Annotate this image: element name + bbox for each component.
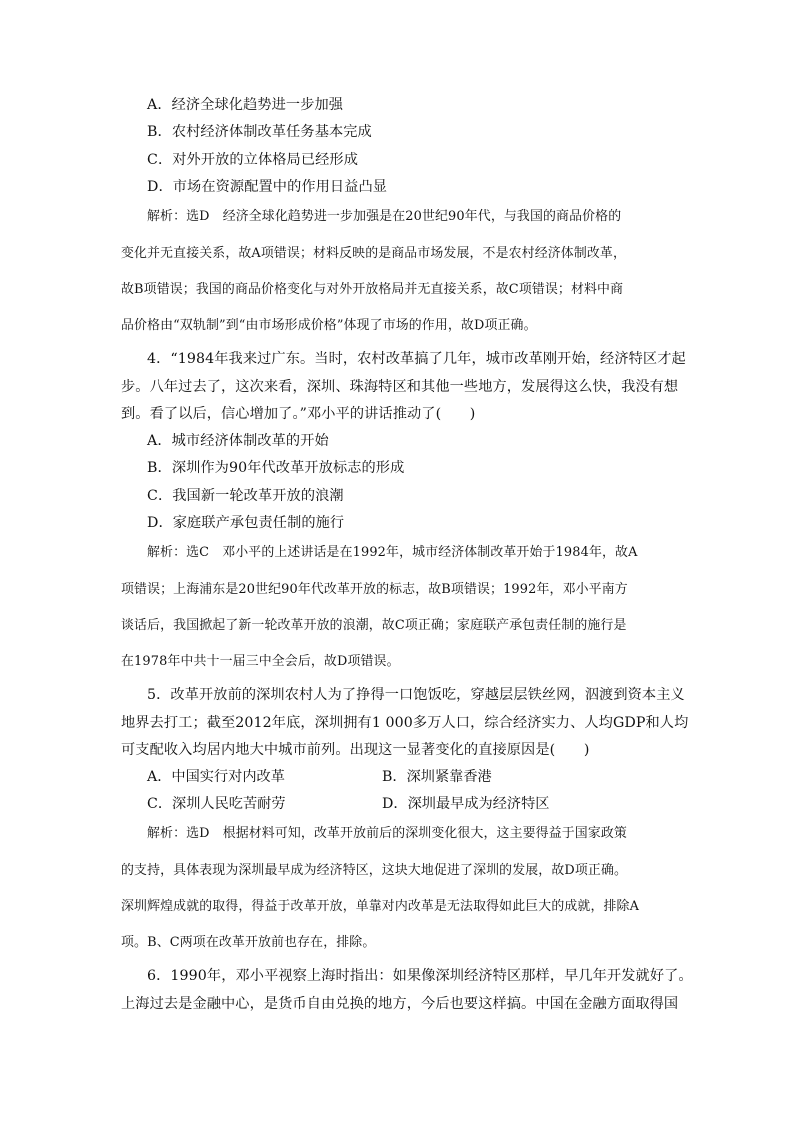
- q3-option-b: B．农村经济体制改革任务基本完成: [147, 124, 372, 140]
- q4-stem-line: 到。看了以后，信心增加了。”邓小平的讲话推动了( ): [121, 406, 476, 422]
- q5-option-a: A．中国实行对内改革: [147, 769, 285, 785]
- q3-analysis-line: 品价格由“双轨制”到“由市场形成价格”体现了市场的作用，故D项正确。: [121, 318, 537, 333]
- q3-analysis-line: 解析：选D 经济全球化趋势进一步加强是在20世纪90年代，与我国的商品价格的: [147, 209, 622, 224]
- q4-analysis-line: 项错误；上海浦东是20世纪90年代改革开放的标志，故B项错误；1992年，邓小平南方: [121, 582, 628, 597]
- q5-analysis-line: 的支持，具体表现为深圳最早成为经济特区，这块大地促进了深圳的发展，故D项正确。: [121, 863, 628, 878]
- q3-option-c: C．对外开放的立体格局已经形成: [147, 152, 358, 168]
- q3-analysis-line: 故B项错误；我国的商品价格变化与对外开放格局并无直接关系，故C项错误；材料中商: [121, 282, 624, 297]
- q6-stem-line: 上海过去是金融中心，是货币自由兑换的地方，今后也要这样搞。中国在金融方面取得国: [121, 996, 679, 1012]
- q5-option-c: C．深圳人民吃苦耐劳: [147, 796, 286, 812]
- q3-option-a: A．经济全球化趋势进一步加强: [147, 97, 344, 113]
- q4-stem-line: 4．“1984年我来过广东。当时，农村改革搞了几年，城市改革刚开始，经济特区才起: [147, 351, 686, 367]
- q5-option-b: B．深圳紧靠香港: [382, 769, 492, 785]
- q4-option-d: D．家庭联产承包责任制的施行: [147, 515, 345, 531]
- q5-analysis-line: 深圳辉煌成就的取得，得益于改革开放，单靠对内改革是无法取得如此巨大的成就，排除A: [121, 899, 640, 914]
- q3-analysis-line: 变化并无直接关系，故A项错误；材料反映的是商品市场发展，不是农村经济体制改革，: [121, 246, 627, 261]
- q4-stem-line: 步。八年过去了，这次来看，深圳、珠海特区和其他一些地方，发展得这么快，我没有想: [121, 379, 679, 395]
- q5-analysis-line: 解析：选D 根据材料可知，改革开放前后的深圳变化很大，这主要得益于国家政策: [147, 826, 627, 841]
- q4-option-b: B．深圳作为90年代改革开放标志的形成: [147, 460, 405, 476]
- q5-option-d: D．深圳最早成为经济特区: [382, 796, 550, 812]
- q3-option-d: D．市场在资源配置中的作用日益凸显: [147, 179, 388, 195]
- q4-option-a: A．城市经济体制改革的开始: [147, 433, 329, 449]
- q6-stem-line: 6．1990年，邓小平视察上海时指出：如果像深圳经济特区那样，早几年开发就好了。: [147, 968, 693, 984]
- q5-stem-line: 可支配收入均居内地大中城市前列。出现这一显著变化的直接原因是( ): [121, 742, 590, 758]
- q5-analysis-line: 项。B、C两项在改革开放前也存在，排除。: [121, 935, 376, 950]
- q4-analysis-line: 在1978年中共十一届三中全会后，故D项错误。: [121, 654, 400, 669]
- q4-analysis-line: 解析：选C 邓小平的上述讲话是在1992年，城市经济体制改革开始于1984年，故A: [147, 545, 638, 560]
- q5-stem-line: 地界去打工；截至2012年底，深圳拥有1 000多万人口，综合经济实力、人均GDP和人均: [121, 715, 689, 731]
- q4-option-c: C．我国新一轮改革开放的浪潮: [147, 488, 344, 504]
- q4-analysis-line: 谈话后，我国掀起了新一轮改革开放的浪潮，故C项正确；家庭联产承包责任制的施行是: [121, 618, 627, 633]
- q5-stem-line: 5．改革开放前的深圳农村人为了挣得一口饱饭吃，穿越层层铁丝网，泅渡到资本主义: [147, 687, 685, 703]
